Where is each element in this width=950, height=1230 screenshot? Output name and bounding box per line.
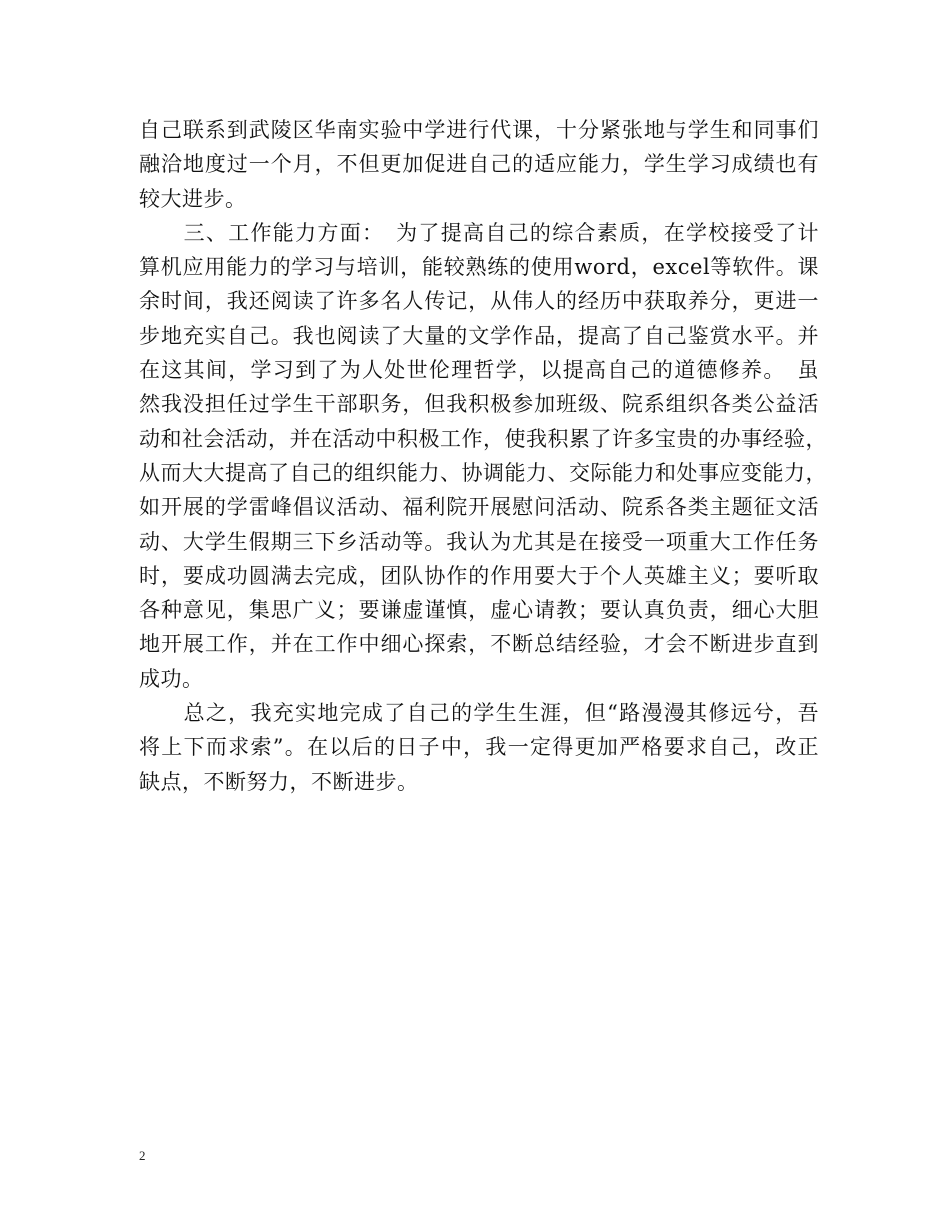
- text-line: 融洽地度过一个月，不但更加促进自己的适应能力，学生学习成绩也有: [139, 152, 819, 177]
- text-line: 动、大学生假期三下乡活动等。我认为尤其是在接受一项重大工作任务: [139, 529, 819, 554]
- text-line: 总之，我充实地完成了自己的学生生涯，但“路漫漫其修远兮，吾: [139, 701, 819, 726]
- text-line: 各种意见，集思广义；要谦虚谨慎，虚心请教；要认真负责，细心大胆: [139, 598, 819, 623]
- text-line: 算机应用能力的学习与培训，能较熟练的使用word，excel等软件。课: [139, 255, 819, 280]
- text-line: 地开展工作，并在工作中细心探索，不断总结经验，才会不断进步直到: [139, 632, 819, 657]
- text-line: 如开展的学雷峰倡议活动、福利院开展慰问活动、院系各类主题征文活: [139, 495, 819, 520]
- text-line: 自己联系到武陵区华南实验中学进行代课，十分紧张地与学生和同事们: [139, 118, 819, 142]
- page-number: 2: [139, 1148, 146, 1163]
- text-line: 然我没担任过学生干部职务，但我积极参加班级、院系组织各类公益活: [139, 392, 819, 417]
- text-line: 步地充实自己。我也阅读了大量的文学作品，提高了自己鉴赏水平。并: [139, 323, 819, 348]
- text-line: 三、工作能力方面： 为了提高自己的综合素质，在学校接受了计: [139, 220, 819, 245]
- text-line: 从而大大提高了自己的组织能力、协调能力、交际能力和处事应变能力，: [139, 460, 827, 485]
- body-text: [139, 113, 827, 799]
- text-line: 时，要成功圆满去完成，团队协作的作用要大于个人英雄主义；要听取: [139, 563, 819, 588]
- text-line: 较大进步。: [139, 186, 247, 211]
- text-line: 缺点，不断努力，不断进步。: [139, 769, 419, 794]
- text-line: 成功。: [139, 666, 204, 691]
- text-line: 将上下而求索”。在以后的日子中，我一定得更加严格要求自己，改正: [139, 735, 819, 760]
- text-line: 在这其间，学习到了为人处世伦理哲学，以提高自己的道德修养。 虽: [139, 358, 819, 383]
- text-line: 余时间，我还阅读了许多名人传记，从伟人的经历中获取养分，更进一: [139, 289, 819, 314]
- text-line: 动和社会活动，并在活动中积极工作，使我积累了许多宝贵的办事经验，: [139, 426, 827, 451]
